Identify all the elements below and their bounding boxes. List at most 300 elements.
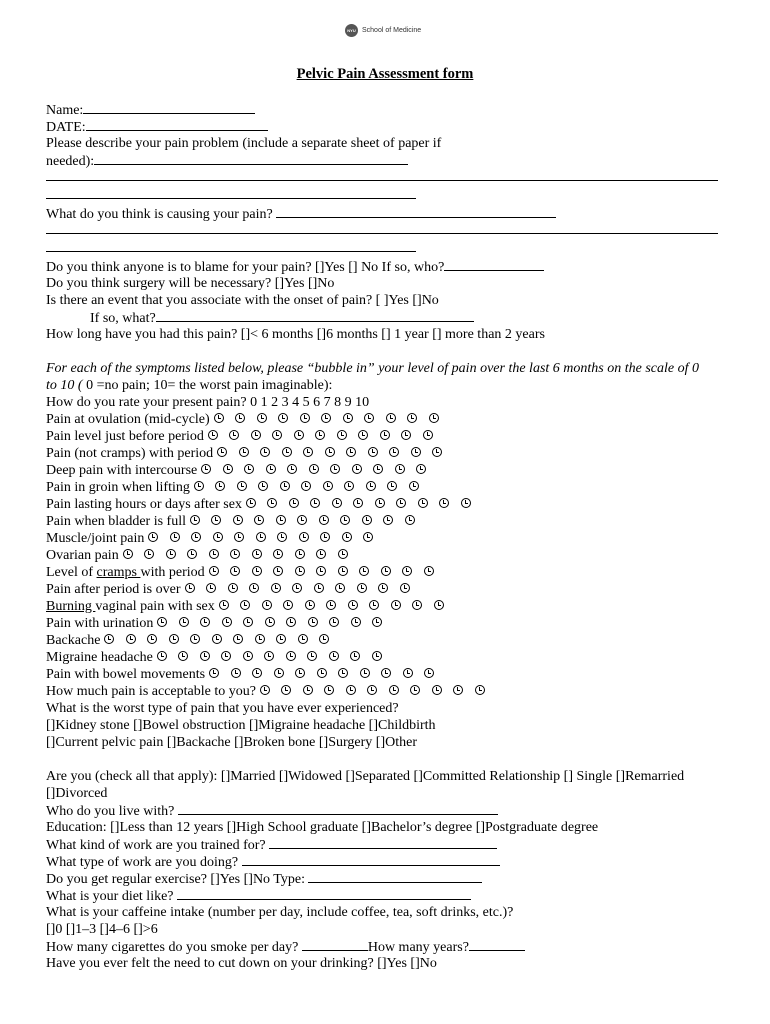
pain-bubble-icon[interactable] — [276, 634, 286, 644]
pain-bubble-icon[interactable] — [319, 634, 329, 644]
pain-bubble-icon[interactable] — [104, 634, 114, 644]
pain-bubble-icon[interactable] — [234, 532, 244, 542]
pain-bubble-icon[interactable] — [252, 566, 262, 576]
pain-bubble-icon[interactable] — [299, 532, 309, 542]
pain-bubble-icon[interactable] — [316, 566, 326, 576]
pain-bubble-icon[interactable] — [369, 600, 379, 610]
pain-bubble-icon[interactable] — [405, 515, 415, 525]
pain-bubble-icon[interactable] — [389, 685, 399, 695]
exercise-field[interactable] — [308, 870, 482, 883]
pain-bubble-icon[interactable] — [230, 549, 240, 559]
pain-bubble-icon[interactable] — [378, 583, 388, 593]
pain-scale — [209, 666, 446, 683]
pain-bubble-icon[interactable] — [157, 651, 167, 661]
causing-field[interactable] — [276, 205, 556, 218]
pain-bubble-icon[interactable] — [222, 617, 232, 627]
pain-bubble-icon[interactable] — [166, 549, 176, 559]
pain-bubble-icon[interactable] — [396, 498, 406, 508]
pain-bubble-icon[interactable] — [321, 413, 331, 423]
pain-bubble-icon[interactable] — [237, 481, 247, 491]
pain-bubble-icon[interactable] — [239, 447, 249, 457]
pain-bubble-icon[interactable] — [212, 634, 222, 644]
pain-bubble-icon[interactable] — [366, 481, 376, 491]
pain-bubble-icon[interactable] — [402, 566, 412, 576]
instructions-2: to 10 ( — [46, 378, 83, 393]
pain-bubble-icon[interactable] — [264, 651, 274, 661]
pain-bubble-icon[interactable] — [363, 532, 373, 542]
symptom-list — [46, 411, 726, 700]
pain-bubble-icon[interactable] — [260, 447, 270, 457]
present-pain-row: How do you rate your present pain? 0 1 2 3 4 5 6 7 8 9 10 — [46, 395, 370, 410]
pain-bubble-icon[interactable] — [340, 515, 350, 525]
pain-bubble-icon[interactable] — [307, 651, 317, 661]
pain-bubble-icon[interactable] — [301, 481, 311, 491]
pain-bubble-icon[interactable] — [185, 583, 195, 593]
pain-bubble-icon[interactable] — [213, 532, 223, 542]
describe-label-2: needed): — [46, 154, 95, 169]
symptom-label: Pain with urination — [46, 616, 154, 631]
pain-bubble-icon[interactable] — [233, 515, 243, 525]
drinking-row: Have you ever felt the need to cut down on your drinking? []Yes []No — [46, 956, 437, 971]
pain-scale — [157, 649, 394, 666]
pain-bubble-icon[interactable] — [325, 447, 335, 457]
pain-bubble-icon[interactable] — [190, 634, 200, 644]
pain-bubble-icon[interactable] — [201, 464, 211, 474]
describe-label-1: Please describe your pain problem (include a separate sheet of paper if — [46, 136, 442, 151]
pain-bubble-icon[interactable] — [362, 515, 372, 525]
pain-scale — [246, 496, 483, 513]
pain-bubble-icon[interactable] — [257, 413, 267, 423]
form-body — [46, 101, 726, 972]
if-so-label: If so, what? — [90, 311, 156, 326]
pain-bubble-icon[interactable] — [401, 430, 411, 440]
worst-pain-options-2: []Current pelvic pain []Backache []Broken bone []Surgery []Other — [46, 735, 417, 750]
causing-line-3[interactable] — [46, 240, 416, 252]
pain-bubble-icon[interactable] — [453, 685, 463, 695]
pain-bubble-icon[interactable] — [346, 685, 356, 695]
cigarettes-row — [46, 938, 726, 955]
pain-bubble-icon[interactable] — [231, 668, 241, 678]
pain-scale — [194, 479, 431, 496]
pain-bubble-icon[interactable] — [191, 532, 201, 542]
pain-bubble-icon[interactable] — [337, 430, 347, 440]
name-field[interactable] — [83, 101, 255, 114]
describe-field[interactable] — [94, 152, 408, 165]
diet-label: What is your diet like? — [46, 889, 174, 904]
pain-bubble-icon[interactable] — [206, 583, 216, 593]
symptom-label-rest: with period — [140, 565, 205, 580]
pain-bubble-icon[interactable] — [368, 447, 378, 457]
pain-scale — [260, 683, 497, 700]
causing-row — [46, 205, 726, 222]
pain-bubble-icon[interactable] — [252, 549, 262, 559]
pain-bubble-icon[interactable] — [372, 617, 382, 627]
pain-bubble-icon[interactable] — [126, 634, 136, 644]
trained-field[interactable] — [269, 836, 497, 849]
blame-row — [46, 258, 726, 275]
symptom-row — [46, 666, 726, 683]
instructions-2b: 0 =no pain; 10= the worst pain imaginable): — [86, 378, 333, 393]
pain-bubble-icon[interactable] — [252, 668, 262, 678]
pain-bubble-icon[interactable] — [412, 600, 422, 610]
work-type-label: What type of work are you doing? — [46, 855, 239, 870]
pain-bubble-icon[interactable] — [418, 498, 428, 508]
pain-bubble-icon[interactable] — [343, 413, 353, 423]
pain-bubble-icon[interactable] — [308, 617, 318, 627]
pain-bubble-icon[interactable] — [169, 634, 179, 644]
pain-bubble-icon[interactable] — [200, 617, 210, 627]
cigarettes-field[interactable] — [302, 938, 368, 951]
diet-field[interactable] — [177, 887, 471, 900]
pain-bubble-icon[interactable] — [319, 515, 329, 525]
pain-bubble-icon[interactable] — [208, 430, 218, 440]
symptom-label: Deep pain with intercourse — [46, 463, 198, 478]
pain-bubble-icon[interactable] — [380, 430, 390, 440]
pain-bubble-icon[interactable] — [367, 685, 377, 695]
date-label: DATE: — [46, 120, 86, 135]
symptom-label-underlined: cramps — [96, 565, 141, 580]
pain-bubble-icon[interactable] — [326, 600, 336, 610]
caffeine-row: What is your caffeine intake (number per day, include coffee, tea, soft drinks, etc.)? — [46, 905, 514, 920]
pain-bubble-icon[interactable] — [246, 498, 256, 508]
pain-bubble-icon[interactable] — [221, 651, 231, 661]
pain-bubble-icon[interactable] — [283, 600, 293, 610]
pain-bubble-icon[interactable] — [281, 685, 291, 695]
pain-bubble-icon[interactable] — [360, 668, 370, 678]
pain-bubble-icon[interactable] — [424, 668, 434, 678]
pain-bubble-icon[interactable] — [260, 685, 270, 695]
describe-line-3[interactable] — [46, 187, 416, 199]
pain-bubble-icon[interactable] — [235, 413, 245, 423]
pain-bubble-icon[interactable] — [330, 464, 340, 474]
pain-bubble-icon[interactable] — [381, 668, 391, 678]
pain-bubble-icon[interactable] — [144, 549, 154, 559]
pain-bubble-icon[interactable] — [295, 668, 305, 678]
symptom-row — [46, 496, 726, 513]
symptom-label-underlined: Burning — [46, 599, 96, 614]
pain-bubble-icon[interactable] — [359, 566, 369, 576]
pain-bubble-icon[interactable] — [338, 668, 348, 678]
trained-label: What kind of work are you trained for? — [46, 838, 266, 853]
pain-bubble-icon[interactable] — [475, 685, 485, 695]
status-row-2: []Divorced — [46, 786, 108, 801]
live-with-row — [46, 802, 726, 819]
pain-bubble-icon[interactable] — [147, 634, 157, 644]
pain-bubble-icon[interactable] — [309, 464, 319, 474]
live-with-label: Who do you live with? — [46, 804, 175, 819]
if-so-field[interactable] — [156, 309, 474, 322]
pain-bubble-icon[interactable] — [314, 583, 324, 593]
pain-bubble-icon[interactable] — [383, 515, 393, 525]
pain-bubble-icon[interactable] — [209, 668, 219, 678]
pain-bubble-icon[interactable] — [310, 498, 320, 508]
instructions-1: For each of the symptoms listed below, please “bubble in” your level of pain over the last 6 months on the scale of 0 — [46, 361, 699, 376]
surgery-row: Do you think surgery will be necessary? []Yes []No — [46, 276, 335, 291]
pain-scale — [201, 462, 438, 479]
pain-bubble-icon[interactable] — [200, 651, 210, 661]
pain-bubble-icon[interactable] — [217, 447, 227, 457]
pain-bubble-icon[interactable] — [317, 668, 327, 678]
symptom-label: Ovarian pain — [46, 548, 119, 563]
symptom-row — [46, 411, 726, 428]
pain-bubble-icon[interactable] — [348, 600, 358, 610]
pain-bubble-icon[interactable] — [266, 464, 276, 474]
pain-bubble-icon[interactable] — [123, 549, 133, 559]
pain-bubble-icon[interactable] — [332, 498, 342, 508]
trained-row — [46, 836, 726, 853]
symptom-label: How much pain is acceptable to you? — [46, 684, 256, 699]
pain-bubble-icon[interactable] — [323, 481, 333, 491]
pain-scale — [190, 513, 427, 530]
pain-bubble-icon[interactable] — [303, 447, 313, 457]
pain-bubble-icon[interactable] — [274, 668, 284, 678]
pain-bubble-icon[interactable] — [329, 617, 339, 627]
exercise-label: Do you get regular exercise? []Yes []No Type: — [46, 872, 305, 887]
years-field[interactable] — [469, 938, 525, 951]
blame-field[interactable] — [444, 258, 544, 271]
pain-bubble-icon[interactable] — [215, 481, 225, 491]
pain-bubble-icon[interactable] — [243, 617, 253, 627]
describe-line-2[interactable] — [46, 169, 718, 181]
symptom-label: Pain in groin when lifting — [46, 480, 190, 495]
pain-bubble-icon[interactable] — [364, 413, 374, 423]
symptom-row — [46, 649, 726, 666]
pain-bubble-icon[interactable] — [372, 651, 382, 661]
diet-row — [46, 887, 726, 904]
pain-bubble-icon[interactable] — [262, 600, 272, 610]
pain-bubble-icon[interactable] — [407, 413, 417, 423]
symptom-label: Muscle/joint pain — [46, 531, 145, 546]
pain-bubble-icon[interactable] — [315, 430, 325, 440]
pain-bubble-icon[interactable] — [432, 447, 442, 457]
pain-bubble-icon[interactable] — [273, 566, 283, 576]
pain-bubble-icon[interactable] — [432, 685, 442, 695]
pain-bubble-icon[interactable] — [256, 532, 266, 542]
pain-bubble-icon[interactable] — [316, 549, 326, 559]
instructions-row-2 — [46, 377, 726, 394]
pain-bubble-icon[interactable] — [320, 532, 330, 542]
symptom-label: Level of — [46, 565, 97, 580]
work-type-field[interactable] — [242, 853, 500, 866]
pain-bubble-icon[interactable] — [278, 413, 288, 423]
pain-bubble-icon[interactable] — [211, 515, 221, 525]
pain-bubble-icon[interactable] — [389, 447, 399, 457]
pain-bubble-icon[interactable] — [305, 600, 315, 610]
pain-bubble-icon[interactable] — [255, 634, 265, 644]
pain-bubble-icon[interactable] — [416, 464, 426, 474]
pain-bubble-icon[interactable] — [258, 481, 268, 491]
symptom-label: Pain at ovulation (mid-cycle) — [46, 412, 210, 427]
name-label: Name: — [46, 103, 84, 118]
exercise-row — [46, 870, 726, 887]
pain-bubble-icon[interactable] — [352, 464, 362, 474]
symptom-row — [46, 632, 726, 649]
pain-bubble-icon[interactable] — [303, 685, 313, 695]
pain-bubble-icon[interactable] — [424, 566, 434, 576]
pain-bubble-icon[interactable] — [286, 651, 296, 661]
pain-bubble-icon[interactable] — [346, 447, 356, 457]
symptom-label: Pain level just before period — [46, 429, 204, 444]
pain-bubble-icon[interactable] — [335, 583, 345, 593]
cigarettes-label: How many cigarettes do you smoke per day? — [46, 940, 299, 955]
pain-bubble-icon[interactable] — [434, 600, 444, 610]
pain-bubble-icon[interactable] — [267, 498, 277, 508]
pain-bubble-icon[interactable] — [358, 430, 368, 440]
pain-bubble-icon[interactable] — [292, 583, 302, 593]
symptom-row — [46, 428, 726, 445]
pain-bubble-icon[interactable] — [403, 668, 413, 678]
symptom-row — [46, 530, 726, 547]
pain-scale — [104, 632, 341, 649]
if-so-row — [46, 309, 726, 326]
pain-bubble-icon[interactable] — [249, 583, 259, 593]
pain-bubble-icon[interactable] — [287, 464, 297, 474]
pain-bubble-icon[interactable] — [244, 464, 254, 474]
pain-bubble-icon[interactable] — [148, 532, 158, 542]
pain-bubble-icon[interactable] — [254, 515, 264, 525]
pain-bubble-icon[interactable] — [344, 481, 354, 491]
pain-bubble-icon[interactable] — [229, 430, 239, 440]
symptom-row — [46, 462, 726, 479]
pain-bubble-icon[interactable] — [209, 549, 219, 559]
years-label: How many years? — [367, 940, 469, 955]
pain-bubble-icon[interactable] — [228, 583, 238, 593]
form-title: Pelvic Pain Assessment form — [296, 66, 474, 82]
pain-bubble-icon[interactable] — [295, 549, 305, 559]
pain-bubble-icon[interactable] — [282, 447, 292, 457]
nyu-seal-icon: NYU — [345, 24, 358, 37]
symptom-row — [46, 615, 726, 632]
pain-bubble-icon[interactable] — [324, 685, 334, 695]
status-row-1: Are you (check all that apply): []Married []Widowed []Separated []Committed Relationship [] Single []Remarried — [46, 769, 685, 784]
worst-pain-options-1: []Kidney stone []Bowel obstruction []Migraine headache []Childbirth — [46, 718, 436, 733]
pain-bubble-icon[interactable] — [243, 651, 253, 661]
symptom-row — [46, 479, 726, 496]
symptom-row — [46, 598, 726, 615]
name-row — [46, 101, 726, 118]
symptom-label: Pain after period is over — [46, 582, 181, 597]
pain-scale — [219, 598, 456, 615]
symptom-row — [46, 445, 726, 462]
pain-bubble-icon[interactable] — [429, 413, 439, 423]
pain-bubble-icon[interactable] — [387, 481, 397, 491]
pain-bubble-icon[interactable] — [272, 430, 282, 440]
pain-scale — [209, 564, 446, 581]
pain-bubble-icon[interactable] — [178, 651, 188, 661]
symptom-label: Pain lasting hours or days after sex — [46, 497, 242, 512]
pain-bubble-icon[interactable] — [386, 413, 396, 423]
how-long-row: How long have you had this pain? []< 6 months []6 months [] 1 year [] more than 2 years — [46, 327, 545, 342]
pain-bubble-icon[interactable] — [357, 583, 367, 593]
pain-bubble-icon[interactable] — [273, 549, 283, 559]
pain-bubble-icon[interactable] — [350, 651, 360, 661]
pain-bubble-icon[interactable] — [187, 549, 197, 559]
pain-bubble-icon[interactable] — [157, 617, 167, 627]
pain-bubble-icon[interactable] — [170, 532, 180, 542]
causing-label: What do you think is causing your pain? — [46, 207, 273, 222]
pain-scale — [148, 530, 385, 547]
pain-bubble-icon[interactable] — [251, 430, 261, 440]
pain-bubble-icon[interactable] — [353, 498, 363, 508]
pain-scale — [123, 547, 360, 564]
pain-bubble-icon[interactable] — [373, 464, 383, 474]
pain-bubble-icon[interactable] — [381, 566, 391, 576]
causing-line-2[interactable] — [46, 222, 718, 234]
pain-bubble-icon[interactable] — [289, 498, 299, 508]
pain-bubble-icon[interactable] — [294, 430, 304, 440]
pain-bubble-icon[interactable] — [240, 600, 250, 610]
symptom-label-rest: vaginal pain with sex — [95, 599, 215, 614]
education-row: Education: []Less than 12 years []High School graduate []Bachelor’s degree []Postgraduate degree — [46, 820, 599, 835]
pain-bubble-icon[interactable] — [300, 413, 310, 423]
pain-bubble-icon[interactable] — [329, 651, 339, 661]
pain-bubble-icon[interactable] — [338, 549, 348, 559]
pain-bubble-icon[interactable] — [277, 532, 287, 542]
pain-bubble-icon[interactable] — [338, 566, 348, 576]
worst-pain-row: What is the worst type of pain that you have ever experienced? — [46, 701, 399, 716]
pain-bubble-icon[interactable] — [233, 634, 243, 644]
pain-bubble-icon[interactable] — [375, 498, 385, 508]
logo-text: School of Medicine — [362, 27, 422, 34]
pain-bubble-icon[interactable] — [280, 481, 290, 491]
pain-bubble-icon[interactable] — [223, 464, 233, 474]
pain-bubble-icon[interactable] — [409, 481, 419, 491]
symptom-label: Migraine headache — [46, 650, 153, 665]
symptom-label: Backache — [46, 633, 101, 648]
pain-bubble-icon[interactable] — [342, 532, 352, 542]
symptom-label: Pain with bowel movements — [46, 667, 206, 682]
pain-bubble-icon[interactable] — [276, 515, 286, 525]
pain-bubble-icon[interactable] — [351, 617, 361, 627]
pain-scale — [208, 428, 445, 445]
pain-scale — [157, 615, 394, 632]
pain-bubble-icon[interactable] — [391, 600, 401, 610]
date-row — [46, 118, 726, 135]
pain-bubble-icon[interactable] — [194, 481, 204, 491]
pain-bubble-icon[interactable] — [219, 600, 229, 610]
pain-bubble-icon[interactable] — [410, 685, 420, 695]
blame-label: Do you think anyone is to blame for your pain? []Yes [] No If so, who? — [46, 260, 445, 275]
pain-bubble-icon[interactable] — [297, 515, 307, 525]
symptom-label: Pain when bladder is full — [46, 514, 186, 529]
pain-bubble-icon[interactable] — [423, 430, 433, 440]
pain-bubble-icon[interactable] — [461, 498, 471, 508]
pain-bubble-icon[interactable] — [271, 583, 281, 593]
pain-bubble-icon[interactable] — [230, 566, 240, 576]
date-field[interactable] — [86, 118, 268, 131]
pain-bubble-icon[interactable] — [265, 617, 275, 627]
symptom-row — [46, 683, 726, 700]
pain-bubble-icon[interactable] — [209, 566, 219, 576]
caffeine-options: []0 []1–3 []4–6 []>6 — [46, 922, 158, 937]
symptom-row — [46, 581, 726, 598]
pain-bubble-icon[interactable] — [179, 617, 189, 627]
pain-bubble-icon[interactable] — [286, 617, 296, 627]
symptom-label: Pain (not cramps) with period — [46, 446, 214, 461]
pain-scale — [185, 581, 422, 598]
symptom-row — [46, 564, 726, 581]
pain-bubble-icon[interactable] — [395, 464, 405, 474]
pain-scale — [217, 445, 454, 462]
pain-bubble-icon[interactable] — [214, 413, 224, 423]
pain-bubble-icon[interactable] — [190, 515, 200, 525]
live-with-field[interactable] — [178, 802, 498, 815]
pain-bubble-icon[interactable] — [295, 566, 305, 576]
pain-bubble-icon[interactable] — [400, 583, 410, 593]
pain-bubble-icon[interactable] — [411, 447, 421, 457]
pain-bubble-icon[interactable] — [298, 634, 308, 644]
pain-bubble-icon[interactable] — [439, 498, 449, 508]
